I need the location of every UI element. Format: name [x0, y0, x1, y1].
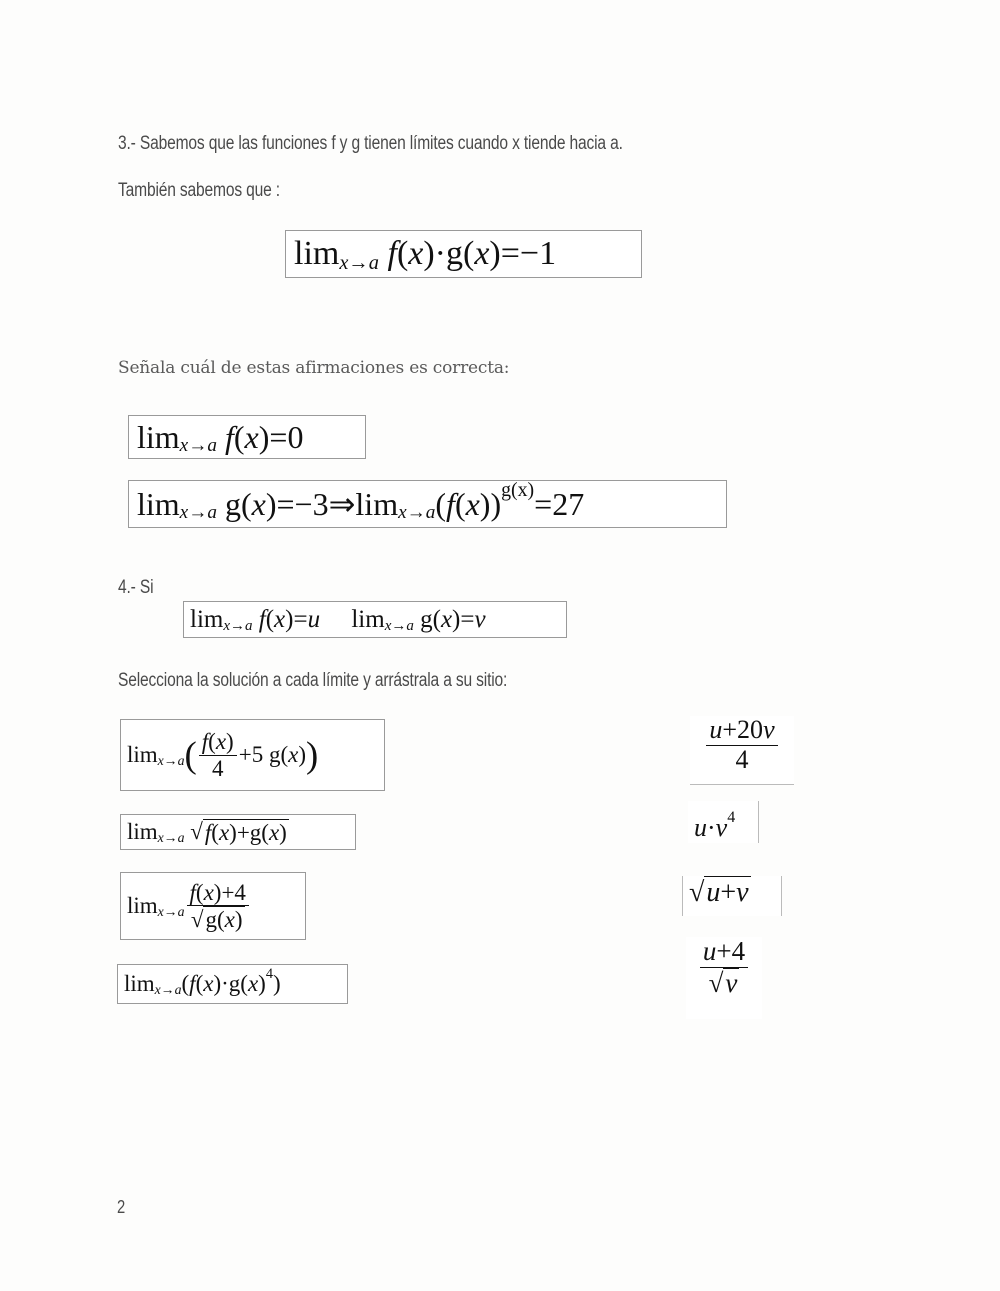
answer-tile-4[interactable]: $\frac{u+4}{√v}$	[686, 937, 762, 1019]
answer-tile-3[interactable]: √u+v	[682, 876, 782, 916]
q3-prompt: Señala cuál de estas afirmaciones es correcta:	[118, 358, 510, 378]
q3-given-formula: lim x→a f ( x )·g( x )=−1	[285, 230, 642, 278]
q4-limit-1: lim x→a ( $\frac{f(x)}{4}$ +5 g( x ) )	[120, 719, 385, 791]
q4-limit-4: lim x→a ( f ( x )·g( x ) 4 )	[117, 964, 348, 1004]
q4-heading: 4.- Si	[118, 577, 154, 598]
q3-also-text: También sabemos que :	[118, 180, 280, 201]
q4-limit-3: lim x→a $\frac{f(x)+4}{√g(x)}$	[120, 872, 306, 940]
q4-limit-2: lim x→a √ f(x)+g(x)	[120, 814, 356, 850]
q3-option-2[interactable]: lim x→a g( x )=−3⇒ lim x→a ( f ( x )) g(x) =27	[128, 480, 727, 528]
page-number: 2	[117, 1197, 126, 1217]
q4-given-formula: lim x→a f ( x )= u lim x→a g( x )= v	[183, 601, 567, 638]
answer-tile-1[interactable]: $\frac{u+20v}{4}$	[690, 716, 794, 785]
q3-heading: 3.- Sabemos que las funciones f y g tienen límites cuando x tiende hacia a.	[118, 133, 623, 154]
answer-tile-2[interactable]: u·v4	[688, 801, 759, 843]
q4-prompt: Selecciona la solución a cada límite y arrástrala a su sitio:	[118, 670, 508, 691]
q3-option-1[interactable]: lim x→a f ( x )=0	[128, 415, 366, 459]
